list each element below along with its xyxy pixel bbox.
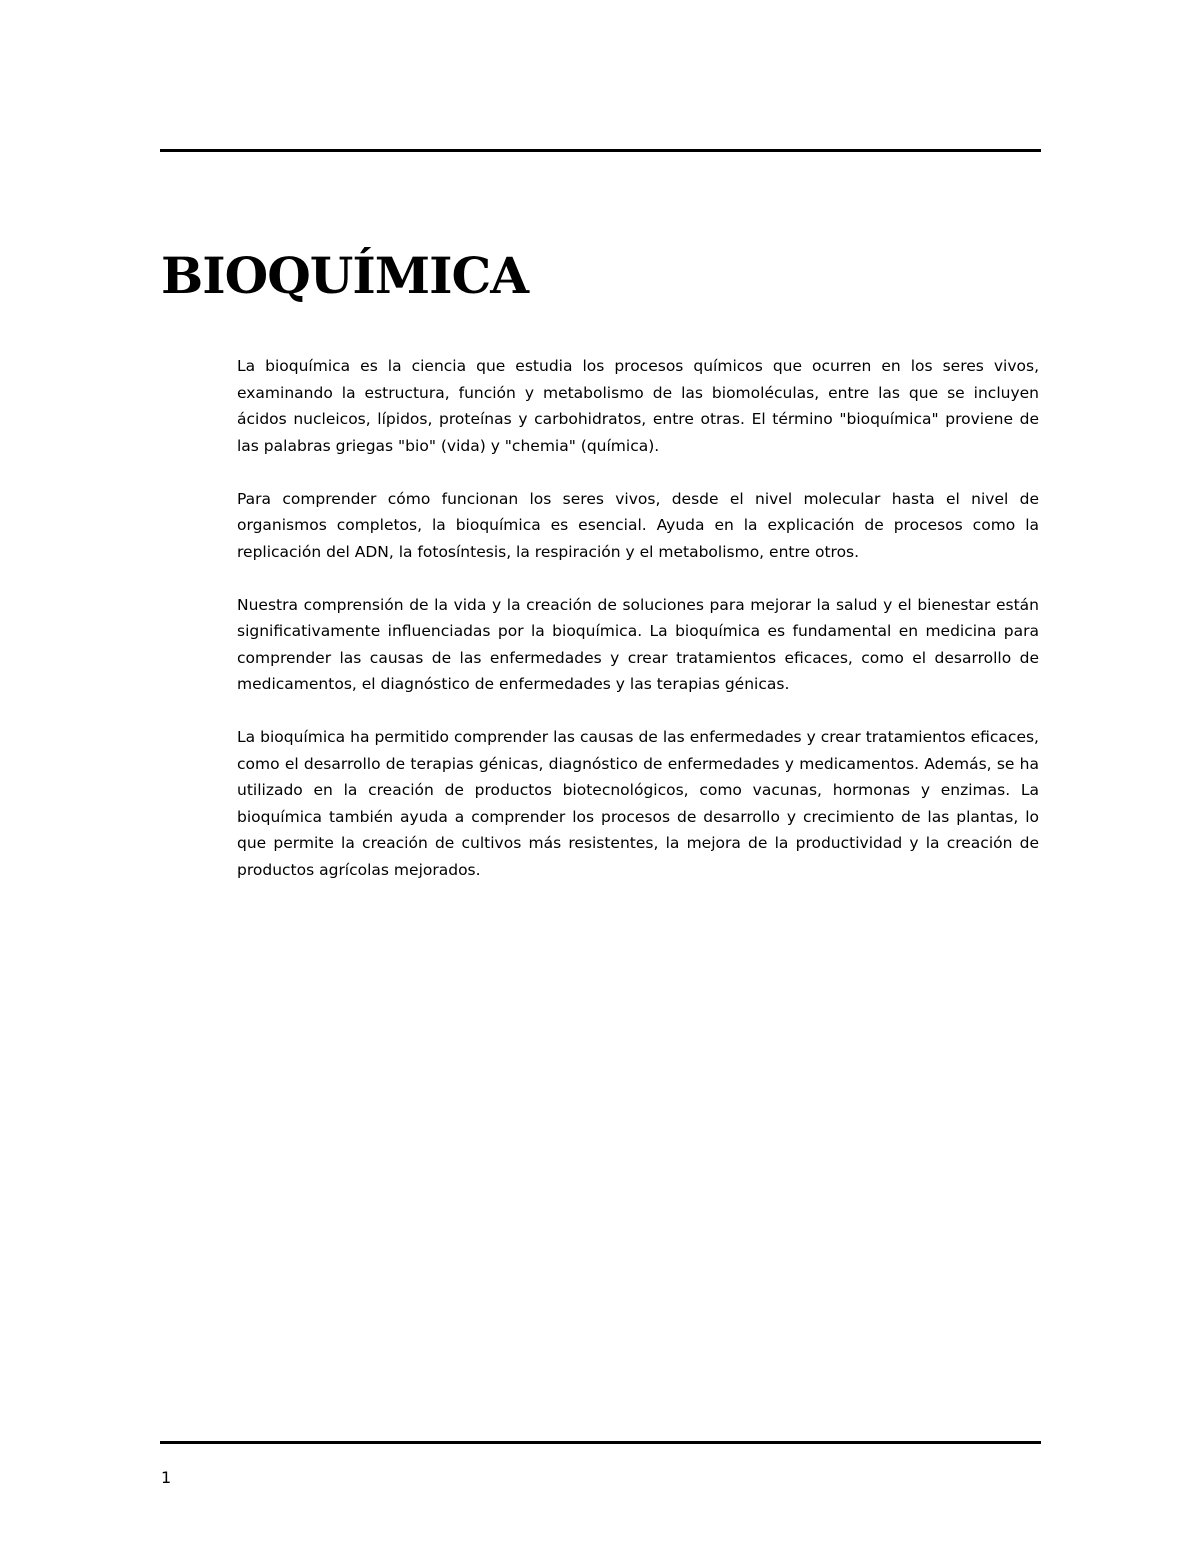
footer-rule — [160, 1441, 1041, 1444]
document-body — [237, 353, 1039, 910]
header-rule — [160, 149, 1041, 152]
paragraph-applications: La bioquímica ha permitido comprender las causas de las enfermedades y crear tratamientos eficaces, como el desarrollo de terapias génicas, diagnóstico de enfermedades y medicamentos. Además, se ha utilizado en la creación de productos biotecnológicos, como vacunas, hormonas y enzimas. La bioquímica también ayuda a comprender los procesos de desarrollo y crecimiento de las plantas, lo que permite la creación de cultivos más resistentes, la mejora de la productividad y la creación de productos agrícolas mejorados. — [237, 728, 1039, 879]
paragraph-importance: Para comprender cómo funcionan los seres vivos, desde el nivel molecular hasta el nivel de organismos completos, la bioquímica es esencial. Ayuda en la explicación de procesos como la replicación del ADN, la fotosíntesis, la respiración y el metabolismo, entre otros. — [237, 489, 1039, 561]
document-title: BIOQUÍMICA — [161, 246, 529, 305]
page-number: 1 — [161, 1468, 172, 1487]
paragraph-health: Nuestra comprensión de la vida y la creación de soluciones para mejorar la salud y el bienestar están significativamente influenciadas por la bioquímica. La bioquímica es fundamental en medicina para comprender las causas de las enfermedades y crear tratamientos eficaces, como el desarrollo de medicamentos, el diagnóstico de enfermedades y las terapias génicas. — [237, 595, 1039, 693]
paragraph-definition: La bioquímica es la ciencia que estudia los procesos químicos que ocurren en los seres vivos, examinando la estructura, función y metabolismo de las biomoléculas, entre las que se incluyen ácidos nucleicos, lípidos, proteínas y carbohidratos, entre otras. El término "bioquímica" proviene de las palabras griegas "bio" (vida) y "chemia" (química). — [237, 357, 1039, 455]
